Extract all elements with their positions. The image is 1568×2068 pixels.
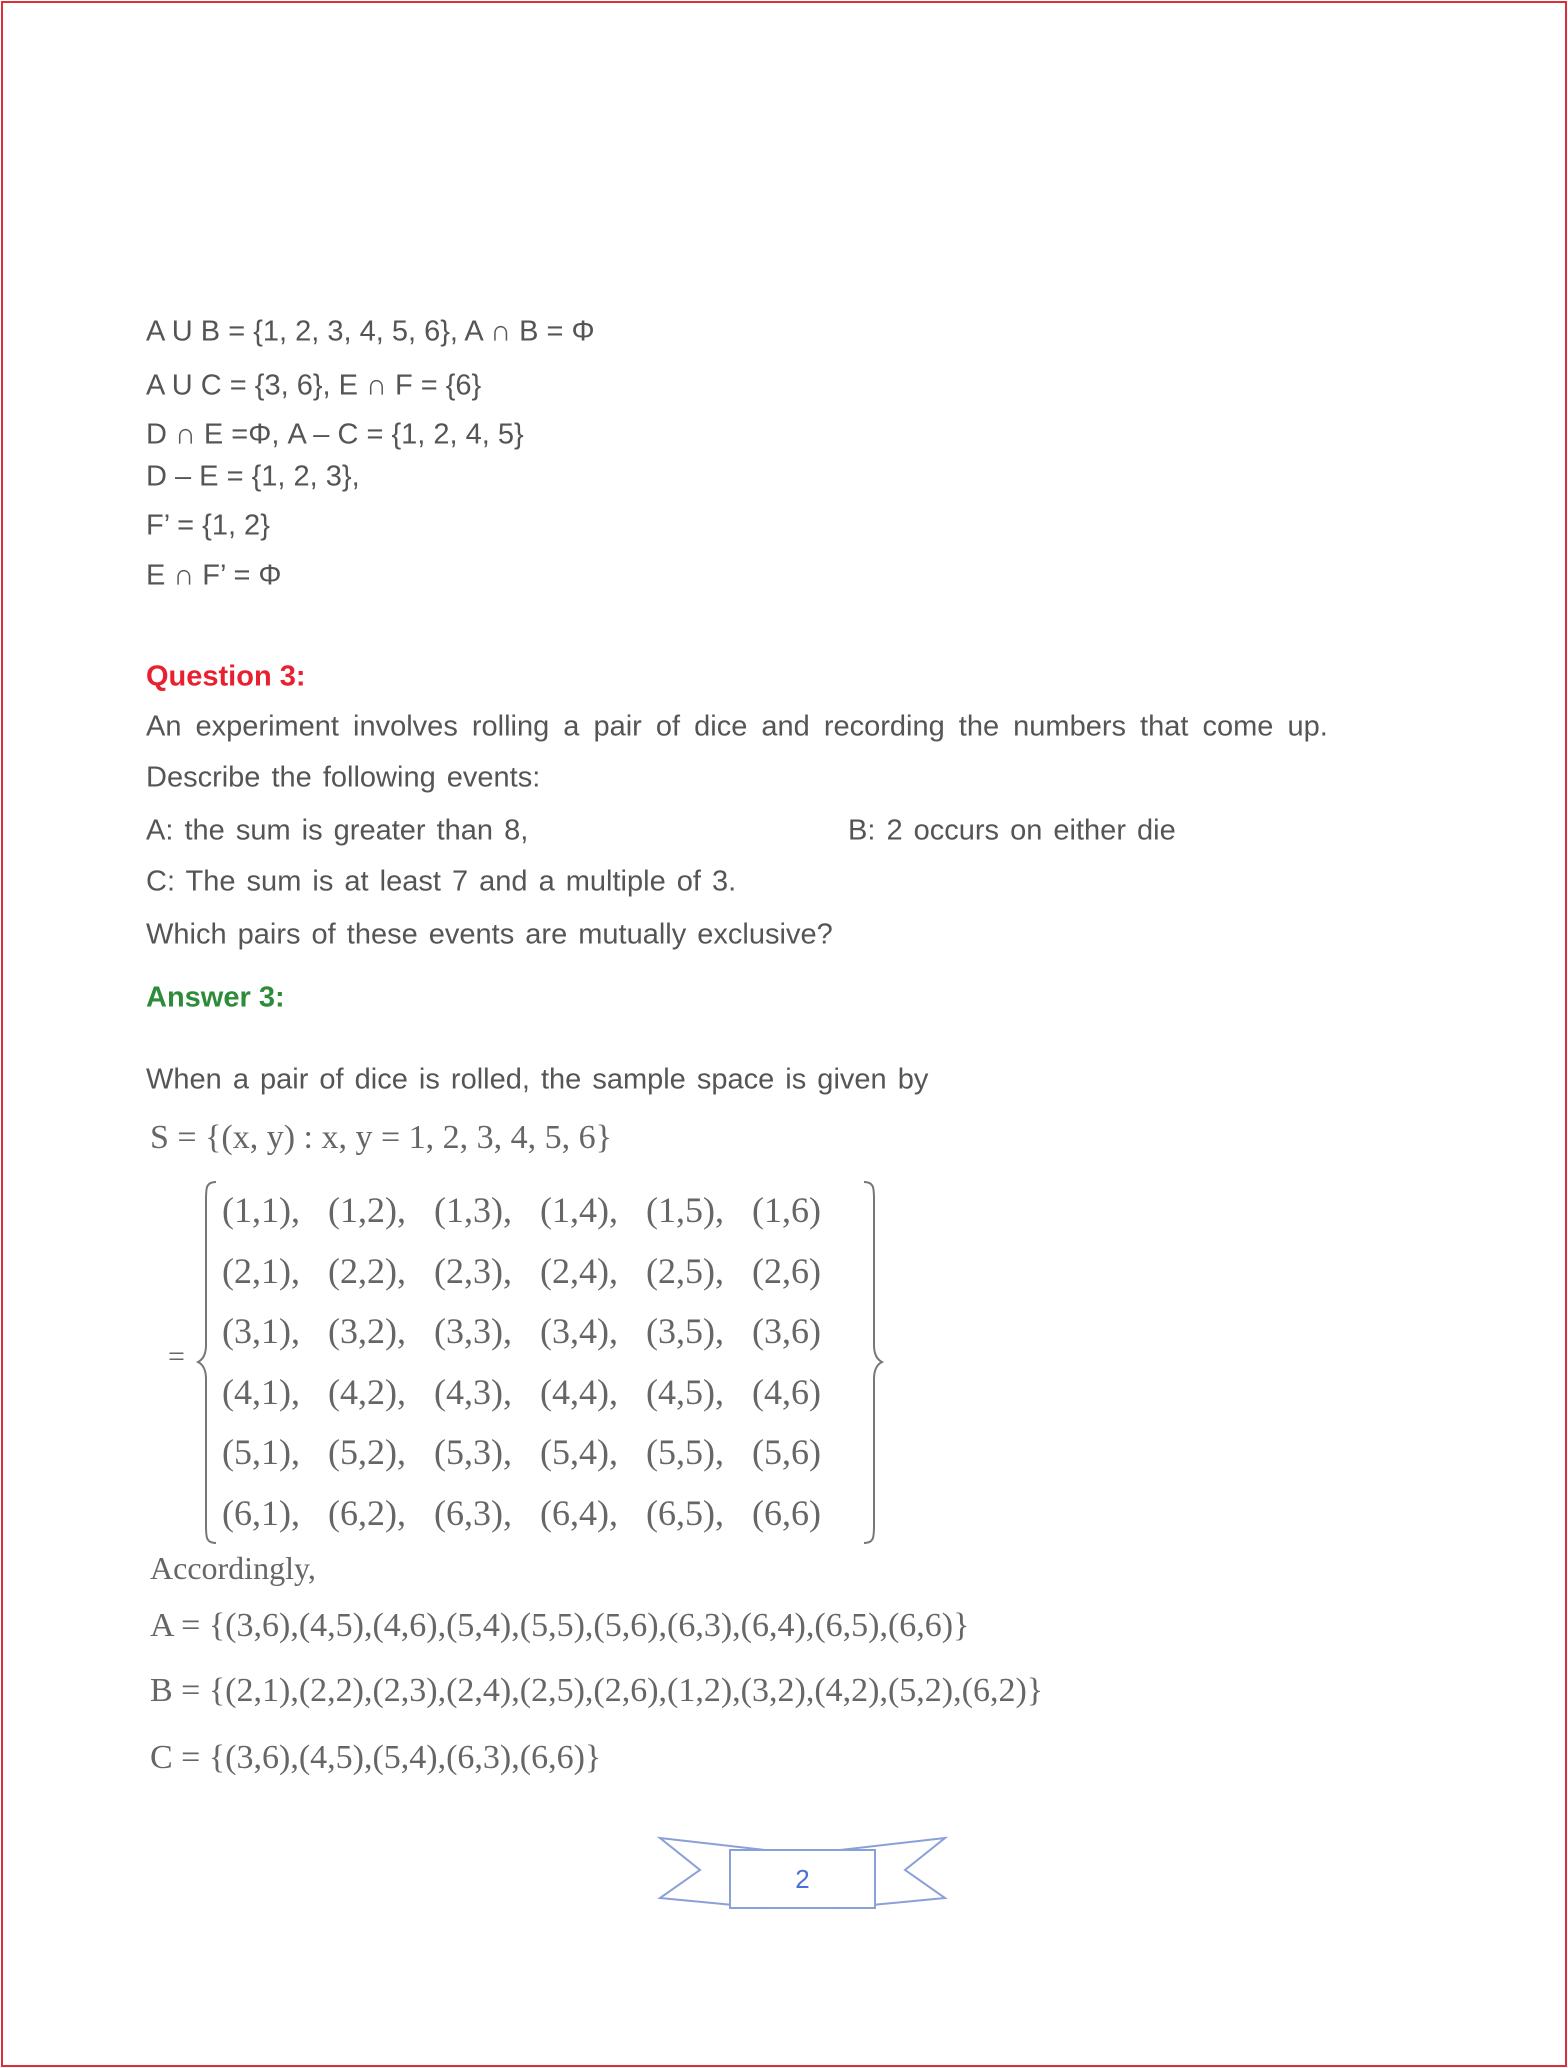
matrix-cell: (1,6) bbox=[752, 1190, 821, 1231]
matrix-cell: (6,3), bbox=[434, 1492, 512, 1533]
matrix-cell: (1,1), bbox=[222, 1190, 300, 1231]
matrix-cell: (4,6) bbox=[752, 1371, 821, 1412]
matrix-cell: (3,6) bbox=[752, 1311, 821, 1352]
matrix-cell: (5,6) bbox=[752, 1432, 821, 1473]
matrix-cell: (5,4), bbox=[540, 1432, 618, 1473]
matrix-cell: (6,2), bbox=[328, 1492, 406, 1533]
matrix-cell: (3,4), bbox=[540, 1311, 618, 1352]
matrix-cell: (5,2), bbox=[328, 1432, 406, 1473]
event-a: A: the sum is greater than 8, bbox=[146, 814, 529, 847]
page-number: 2 bbox=[795, 1864, 810, 1894]
matrix-cell: (2,3), bbox=[434, 1250, 512, 1291]
event-b-set: B = {(2,1),(2,2),(2,3),(2,4),(2,5),(2,6),(1,2),(3,2),(4,2),(5,2),(6,2)} bbox=[150, 1672, 1044, 1709]
matrix-grid bbox=[222, 1180, 858, 1543]
matrix-cell: (4,2), bbox=[328, 1371, 406, 1412]
question-text: Which pairs of these events are mutually exclusive? bbox=[146, 918, 833, 951]
event-b: B: 2 occurs on either die bbox=[848, 814, 1176, 847]
set-result-line: F’ = {1, 2} bbox=[146, 509, 270, 542]
matrix-cell: (2,5), bbox=[646, 1250, 724, 1291]
event-c: C: The sum is at least 7 and a multiple of 3. bbox=[146, 865, 737, 898]
matrix-cell: (4,1), bbox=[222, 1371, 300, 1412]
matrix-cell: (4,3), bbox=[434, 1371, 512, 1412]
matrix-cell: (3,1), bbox=[222, 1311, 300, 1352]
matrix-cell: (1,4), bbox=[540, 1190, 618, 1231]
matrix-cell: (4,5), bbox=[646, 1371, 724, 1412]
set-result-line: A U B = {1, 2, 3, 4, 5, 6}, A ∩ B = Φ bbox=[146, 315, 595, 348]
matrix-cell: (6,1), bbox=[222, 1492, 300, 1533]
matrix-cell: (1,5), bbox=[646, 1190, 724, 1231]
matrix-cell: (4,4), bbox=[540, 1371, 618, 1412]
question-heading: Question 3: bbox=[146, 660, 306, 693]
matrix-cell: (2,2), bbox=[328, 1250, 406, 1291]
page-number-banner bbox=[655, 1830, 950, 1920]
sample-space-definition: S = {(x, y) : x, y = 1, 2, 3, 4, 5, 6} bbox=[150, 1119, 612, 1156]
matrix-cell: (6,5), bbox=[646, 1492, 724, 1533]
set-result-line: A U C = {3, 6}, E ∩ F = {6} bbox=[146, 369, 482, 402]
matrix-cell: (1,2), bbox=[328, 1190, 406, 1231]
matrix-cell: (5,3), bbox=[434, 1432, 512, 1473]
matrix-cell: (5,5), bbox=[646, 1432, 724, 1473]
matrix-cell: (6,6) bbox=[752, 1492, 821, 1533]
event-c-set: C = {(3,6),(4,5),(5,4),(6,3),(6,6)} bbox=[150, 1739, 602, 1776]
right-brace-icon bbox=[862, 1180, 884, 1545]
event-a-set: A = {(3,6),(4,5),(4,6),(5,4),(5,5),(5,6),(6,3),(6,4),(6,5),(6,6)} bbox=[150, 1607, 970, 1644]
matrix-cell: (2,1), bbox=[222, 1250, 300, 1291]
left-brace-icon bbox=[196, 1180, 218, 1545]
set-result-line: D ∩ E =Φ, A – C = {1, 2, 4, 5} bbox=[146, 418, 524, 451]
equals-sign: = bbox=[168, 1340, 185, 1373]
matrix-cell: (6,4), bbox=[540, 1492, 618, 1533]
matrix-cell: (2,4), bbox=[540, 1250, 618, 1291]
set-result-line: E ∩ F’ = Φ bbox=[146, 559, 282, 592]
matrix-cell: (3,5), bbox=[646, 1311, 724, 1352]
sample-space-matrix bbox=[150, 1180, 910, 1545]
set-result-line: D – E = {1, 2, 3}, bbox=[146, 460, 360, 493]
matrix-cell: (1,3), bbox=[434, 1190, 512, 1231]
question-text: An experiment involves rolling a pair of dice and recording the numbers that come up. bbox=[146, 710, 1328, 743]
matrix-cell: (3,2), bbox=[328, 1311, 406, 1352]
accordingly-label: Accordingly, bbox=[150, 1550, 316, 1586]
matrix-cell: (3,3), bbox=[434, 1311, 512, 1352]
matrix-cell: (5,1), bbox=[222, 1432, 300, 1473]
answer-heading: Answer 3: bbox=[146, 981, 285, 1014]
question-text: Describe the following events: bbox=[146, 761, 541, 794]
answer-intro: When a pair of dice is rolled, the sample space is given by bbox=[146, 1063, 929, 1096]
matrix-cell: (2,6) bbox=[752, 1250, 821, 1291]
